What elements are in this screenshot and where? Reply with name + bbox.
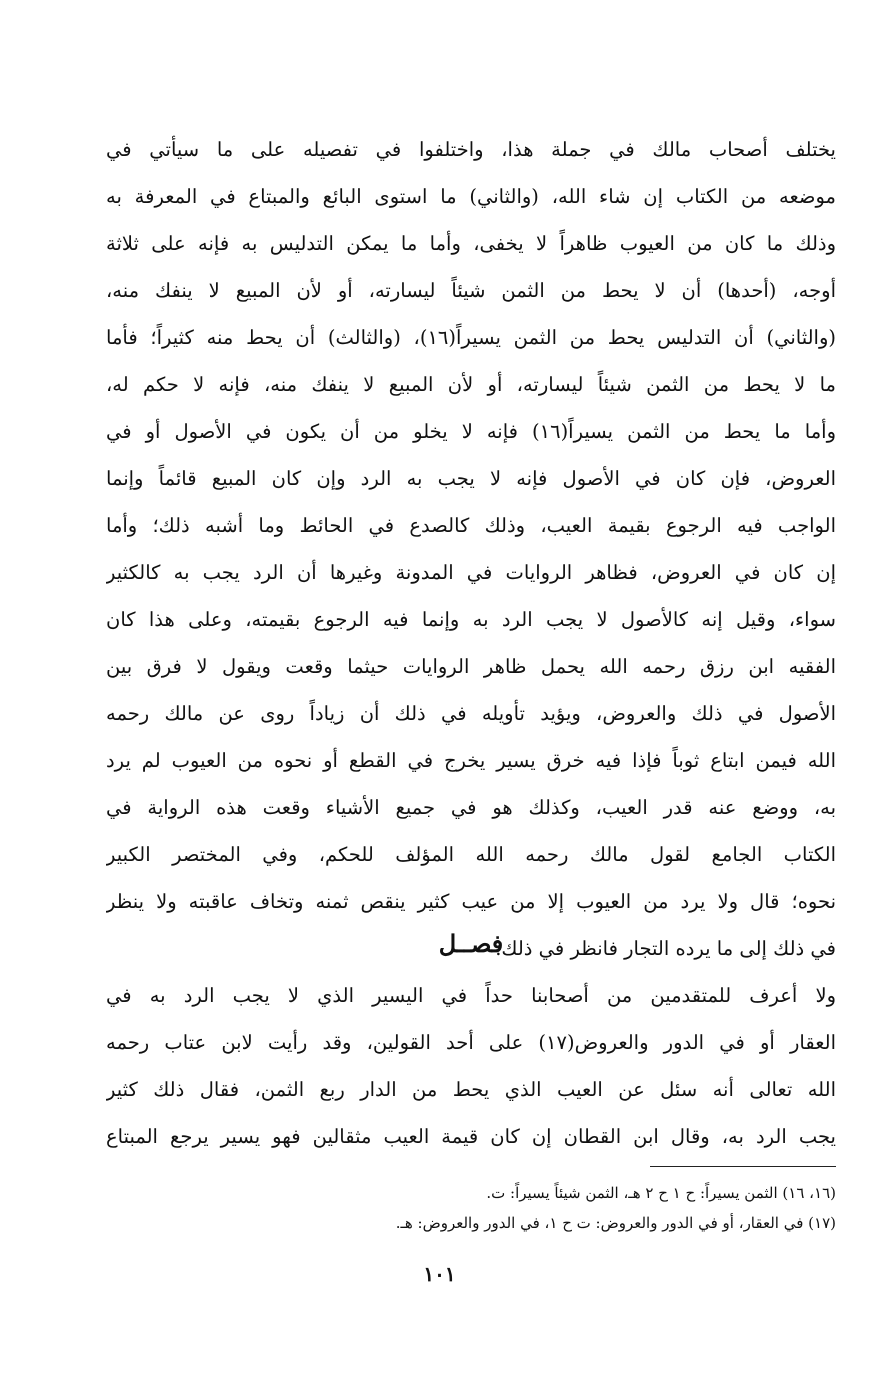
- page-number: ١٠١: [423, 1262, 456, 1286]
- footnote: (١٦، ١٦) الثمن يسيراً: ح ١ ح ٢ هـ، الثمن شيئاً يسيراً: ت.: [486, 1184, 836, 1202]
- text-line: (والثاني) أن التدليس يحط من الثمن يسيراً(١٦)، (والثالث) أن يحط منه كثيراً؛ فأما: [106, 326, 836, 349]
- text-line: أوجه، (أحدها) أن لا يحط من الثمن شيئاً ليسارته، أو لأن المبيع لا ينفك منه،: [106, 279, 836, 302]
- text-line: يختلف أصحاب مالك في جملة هذا، واختلفوا في تفصيله على ما سيأتي في: [106, 138, 836, 161]
- text-line: الفقيه ابن رزق رحمه الله يحمل ظاهر الروايات حيثما وقعت ويقول لا فرق بين: [106, 655, 836, 678]
- footnote: (١٧) في العقار، أو في الدور والعروض: ت ح ١، في الدور والعروض: هـ.: [395, 1214, 836, 1232]
- text-line: الواجب فيه الرجوع بقيمة العيب، وذلك كالصدع في الحائط وما أشبه ذلك؛ وأما: [106, 514, 836, 537]
- text-line: ولا أعرف للمتقدمين من أصحابنا حداً في اليسير الذي لا يجب الرد به في: [106, 984, 836, 1007]
- text-line: سواء، وقيل إنه كالأصول لا يجب الرد به وإنما فيه الرجوع بقيمته، وعلى هذا كان: [106, 608, 836, 631]
- section-heading: فصــل: [438, 929, 504, 958]
- text-line: ما لا يحط من الثمن شيئاً ليسارته، أو لأن المبيع لا ينفك منه، فإنه لا حكم له،: [106, 373, 836, 396]
- text-line: الكتاب الجامع لقول مالك رحمه الله المؤلف للحكم، وفي المختصر الكبير: [106, 843, 836, 866]
- text-line: وأما ما يحط من الثمن يسيراً(١٦) فإنه لا يخلو من أن يكون في الأصول أو في: [106, 420, 836, 443]
- text-line: به، ووضع عنه قدر العيب، وكذلك هو في جميع الأشياء وقعت هذه الرواية في: [106, 796, 836, 819]
- footnote-divider: [650, 1166, 836, 1167]
- text-line: العقار أو في الدور والعروض(١٧) على أحد القولين، وقد رأيت لابن عتاب رحمه: [106, 1031, 836, 1054]
- text-line: وذلك ما كان من العيوب ظاهراً لا يخفى، وأما ما يمكن التدليس به فإنه على ثلاثة: [106, 232, 836, 255]
- text-line: الله فيمن ابتاع ثوباً فإذا فيه خرق يسير يخرج في القطع أو نحوه من العيوب لم يرد: [106, 749, 836, 772]
- main-paragraph: [106, 126, 836, 972]
- text-line: إن كان في العروض، فظاهر الروايات في المدونة وغيرها أن الرد يجب به كالكثير: [106, 561, 836, 584]
- text-line: العروض، فإن كان في الأصول فإنه لا يجب به الرد وإن كان المبيع قائماً وإنما: [106, 467, 836, 490]
- text-line: الله تعالى أنه سئل عن العيب الذي يحط من الدار ربع الثمن، فقال ذلك كثير: [106, 1078, 836, 1101]
- section-paragraph: [106, 972, 836, 1160]
- text-line: يجب الرد به، وقال ابن القطان إن كان قيمة العيب مثقالين فهو يسير يرجع المبتاع: [106, 1125, 836, 1148]
- text-line: موضعه من الكتاب إن شاء الله، (والثاني) ما استوى البائع والمبتاع في المعرفة به: [106, 185, 836, 208]
- footnotes: [300, 1178, 836, 1238]
- text-line: الأصول في ذلك والعروض، ويؤيد تأويله في ذلك أن زياداً روى عن مالك رحمه: [106, 702, 836, 725]
- text-line: في ذلك إلى ما يرده التجار فانظر في ذلك.: [495, 937, 836, 960]
- text-line: نحوه؛ قال ولا يرد من العيوب إلا من عيب كثير ينقص ثمنه وتخاف عاقبته ولا ينظر: [106, 890, 836, 913]
